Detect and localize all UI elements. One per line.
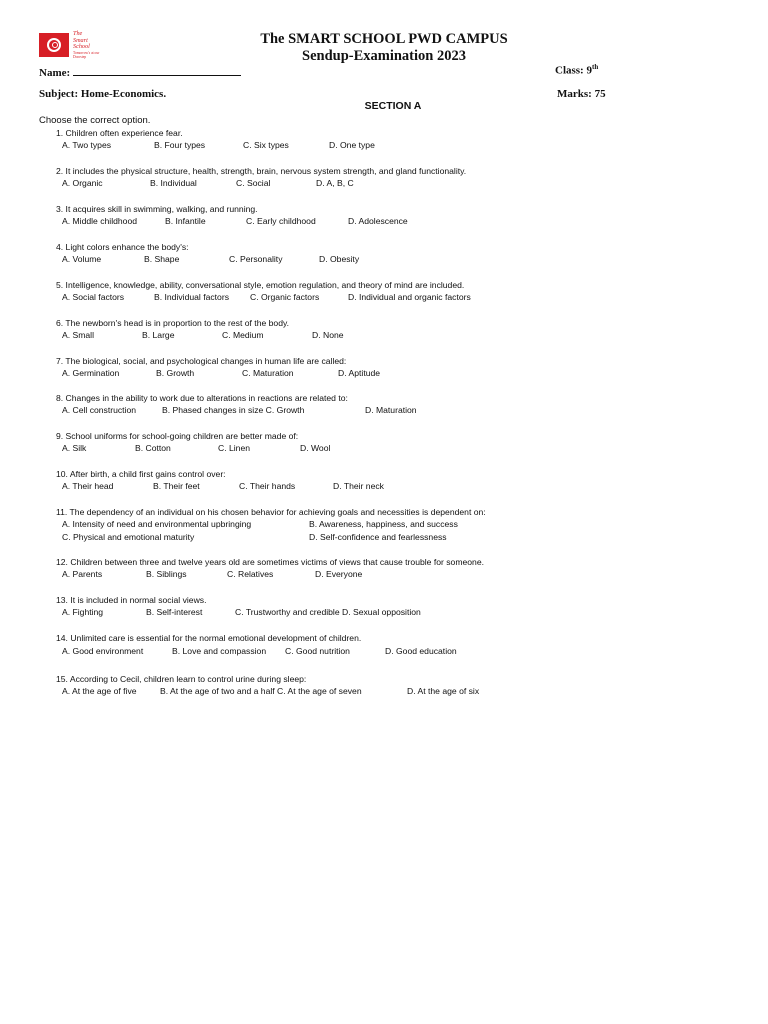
question-options — [56, 139, 375, 152]
question-options — [56, 685, 480, 698]
option-d: D. Their neck — [333, 481, 384, 491]
question-3 — [56, 203, 408, 228]
question-11 — [56, 506, 486, 544]
question-14 — [56, 632, 457, 658]
question-stem: 8. Changes in the ability to work due to alterations in reactions are related to: — [56, 393, 348, 403]
option-b: B. Awareness, happiness, and success — [309, 519, 458, 529]
option-d: D. None — [312, 330, 344, 340]
question-6 — [56, 317, 344, 342]
option-c-d: C. Trustworthy and credible D. Sexual opposition — [235, 607, 421, 617]
option-d: D. Individual and organic factors — [348, 292, 471, 302]
option-b: B. Cotton — [135, 443, 171, 453]
question-options — [56, 291, 471, 304]
question-7 — [56, 355, 381, 380]
option-c: C. Maturation — [242, 368, 294, 378]
question-12 — [56, 556, 484, 581]
option-b: B. Four types — [154, 140, 206, 150]
school-name: The SMART SCHOOL PWD CAMPUS — [260, 31, 508, 47]
option-a: A. Small — [62, 330, 94, 340]
question-stem: 4. Light colors enhance the body's: — [56, 242, 189, 252]
question-stem: 11. The dependency of an individual on his chosen behavior for achieving goals and necessities is dependent on: — [56, 507, 486, 517]
question-stem: 2. It includes the physical structure, health, strength, brain, nervous system strength, and gland functionality. — [56, 166, 467, 176]
option-d: D. One type — [329, 140, 375, 150]
option-a: A. Cell construction — [62, 405, 137, 415]
option-c: C. Linen — [218, 443, 251, 453]
option-d: D. Adolescence — [348, 216, 408, 226]
question-options — [56, 568, 484, 581]
option-d: D. Obesity — [319, 254, 360, 264]
question-stem: 6. The newborn's head is in proportion to the rest of the body. — [56, 318, 290, 328]
option-a: A. Social factors — [62, 292, 125, 302]
option-c: C. Medium — [222, 330, 264, 340]
option-d: D. Everyone — [315, 569, 363, 579]
logo-wordmark: The Smart School Tomorrow's at our Doorstep — [73, 30, 100, 59]
question-1 — [56, 127, 375, 152]
name-label: Name: — [39, 67, 71, 79]
option-c: C. Organic factors — [250, 292, 320, 302]
option-a: A. Good environment — [62, 646, 144, 656]
exam-name: Sendup-Examination 2023 — [302, 48, 466, 64]
question-options-row2 — [56, 531, 486, 544]
option-c: C. Early childhood — [246, 216, 316, 226]
option-c: C. Social — [236, 178, 271, 188]
question-stem: 5. Intelligence, knowledge, ability, conversational style, emotion regulation, and theory of mind are included. — [56, 280, 465, 290]
class-label: Class: 9th — [555, 63, 599, 77]
question-options — [56, 367, 381, 380]
option-a: A. Parents — [62, 569, 103, 579]
question-2 — [56, 165, 466, 190]
question-5 — [56, 279, 471, 304]
question-stem: 10. After birth, a child first gains control over: — [56, 469, 226, 479]
option-b-c: B. At the age of two and a half C. At the age of seven — [160, 686, 362, 696]
option-b: B. Infantile — [165, 216, 206, 226]
name-blank-line — [73, 65, 241, 76]
question-options — [56, 645, 457, 658]
option-c: C. Good nutrition — [285, 646, 350, 656]
subject-label: Subject: Home-Economics. — [39, 88, 167, 100]
question-options — [56, 442, 331, 455]
option-d: D. Self-confidence and fearlessness — [309, 532, 447, 542]
option-d: D. Aptitude — [338, 368, 381, 378]
question-stem: 1. Children often experience fear. — [56, 128, 183, 138]
question-options — [56, 518, 486, 531]
question-4 — [56, 241, 360, 266]
option-b: B. Self-interest — [146, 607, 203, 617]
question-stem: 14. Unlimited care is essential for the normal emotional development of children. — [56, 633, 362, 643]
option-b: B. Growth — [156, 368, 195, 378]
option-a: A. Two types — [62, 140, 112, 150]
option-c: C. Six types — [243, 140, 289, 150]
instruction: Choose the correct option. — [39, 115, 151, 126]
option-d: D. Good education — [385, 646, 457, 656]
question-options — [56, 404, 417, 417]
question-stem: 12. Children between three and twelve years old are sometimes victims of views that cause trouble for someone. — [56, 557, 484, 567]
option-b: B. Love and compassion — [172, 646, 267, 656]
option-a: A. Organic — [62, 178, 103, 188]
option-c: C. Personality — [229, 254, 283, 264]
option-c: C. Physical and emotional maturity — [62, 532, 195, 542]
question-stem: 7. The biological, social, and psychological changes in human life are called: — [56, 356, 347, 366]
marks-label: Marks: 75 — [557, 88, 606, 100]
option-b-c: B. Phased changes in size C. Growth — [162, 405, 305, 415]
option-a: A. Intensity of need and environmental upbringing — [62, 519, 252, 529]
option-d: D. Wool — [300, 443, 331, 453]
question-9 — [56, 430, 331, 455]
option-d: D. At the age of six — [407, 686, 480, 696]
option-d: D. A, B, C — [316, 178, 354, 188]
question-options — [56, 480, 384, 493]
option-a: A. Their head — [62, 481, 114, 491]
option-a: A. Fighting — [62, 607, 104, 617]
option-a: A. At the age of five — [62, 686, 137, 696]
option-b: B. Their feet — [153, 481, 200, 491]
question-8 — [56, 392, 417, 417]
option-a: A. Silk — [62, 443, 87, 453]
question-options — [56, 253, 360, 266]
question-stem: 9. School uniforms for school-going children are better made of: — [56, 431, 299, 441]
question-13 — [56, 594, 421, 619]
option-d: D. Maturation — [365, 405, 417, 415]
question-stem: 15. According to Cecil, children learn to control urine during sleep: — [56, 674, 307, 684]
option-b: B. Shape — [144, 254, 180, 264]
option-b: B. Individual factors — [154, 292, 229, 302]
option-a: A. Germination — [62, 368, 120, 378]
option-b: B. Large — [142, 330, 175, 340]
question-options — [56, 215, 408, 228]
option-b: B. Individual — [150, 178, 197, 188]
question-stem: 13. It is included in normal social views. — [56, 595, 207, 605]
question-10 — [56, 468, 384, 493]
question-stem: 3. It acquires skill in swimming, walking, and running. — [56, 204, 258, 214]
name-field — [39, 65, 241, 79]
option-c: C. Their hands — [239, 481, 296, 491]
option-a: A. Middle childhood — [62, 216, 138, 226]
option-b: B. Siblings — [146, 569, 187, 579]
section-title: SECTION A — [364, 100, 422, 112]
question-15 — [56, 673, 480, 698]
option-a: A. Volume — [62, 254, 102, 264]
question-options — [56, 177, 466, 190]
question-options — [56, 606, 421, 619]
option-c: C. Relatives — [227, 569, 274, 579]
question-options — [56, 329, 344, 342]
